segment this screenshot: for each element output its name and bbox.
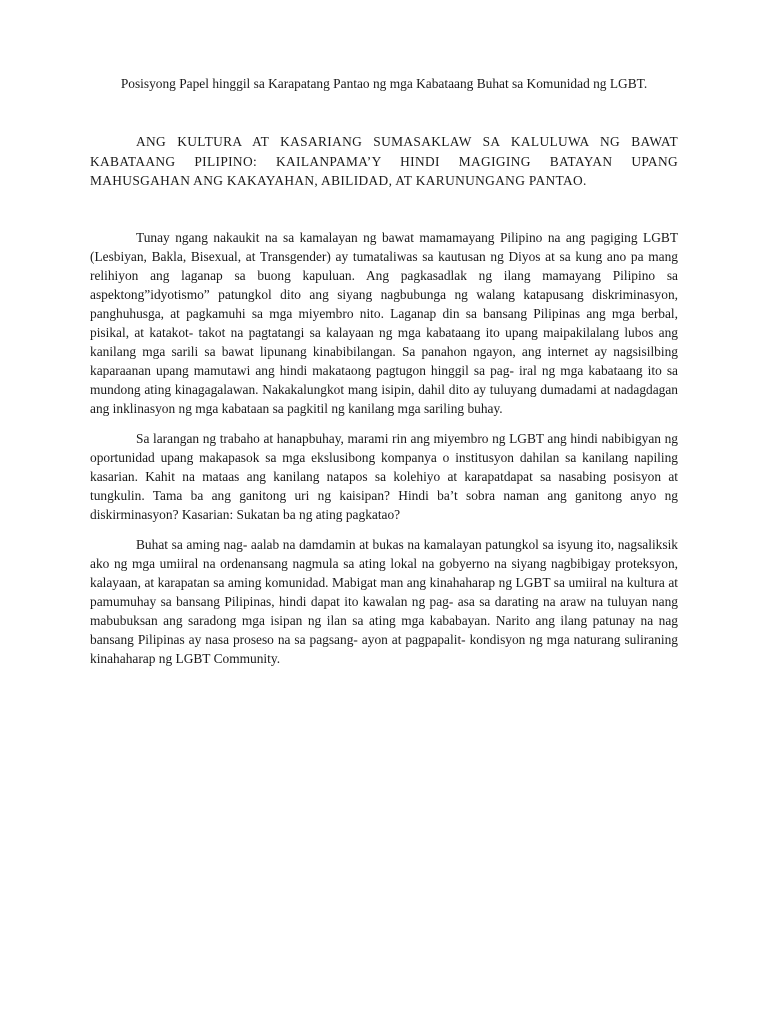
body-text bbox=[90, 228, 678, 668]
document-content bbox=[90, 74, 678, 679]
paragraph-3: Buhat sa aming nag- aalab na damdamin at bukas na kamalayan patungkol sa isyung ito, nagsaliksik ako ng mga umiiral na ordenansang nagmula sa ating lokal na gobyerno na siyang nagbibigay proteksyon, kalayaan, at karapatan sa aming komunidad. Mabigat man ang kinahaharap ng LGBT sa umiiral na kultura at pamumuhay sa bansang Pilipinas, hindi dapat ito kawalan ng pag- asa sa darating na araw na tuluyan nang mabubuksan ang saradong mga isipan ng ilan sa ating mga kababayan. Narito ang ilang patunay na nag bansang Pilipinas ay nasa proseso na sa pagsang- ayon at pagpapalit- kondisyon ng mga naturang suliraning kinahaharap ng LGBT Community. bbox=[90, 536, 678, 666]
section-heading: ANG KULTURA AT KASARIANG SUMASAKLAW SA KALULUWA NG BAWAT KABATAANG PILIPINO: KAILANPAMA’Y HINDI MAGIGING BATAYAN UPANG MAHUSGAHAN ANG KAKAYAHAN, ABILIDAD, AT KARUNUNGANG PANTAO. bbox=[90, 134, 678, 188]
paragraph-1: Tunay ngang nakaukit na sa kamalayan ng bawat mamamayang Pilipino na ang pagiging LGBT (Lesbiyan, Bakla, Bisexual, at Transgender) ay tumataliwas sa kautusan ng Diyos at sa kung ano pa mang relihiyon ang laganap sa buong kapuluan. Ang pagkasadlak ng ilang mamayang Pilipino sa aspektong”idyotismo” patungkol dito ang siyang nagbubunga ng walang katapusang diskriminasyon, panghuhusga, at pagkamuhi sa mga miyembro nito. Laganap din sa bansang Pilipinas ang mga berbal, pisikal, at katakot- takot na pagtatangi sa kalayaan ng mga kabataang ito upang maipakilalang lubos ang kanilang mga sarili sa bawat lipunang kinabibilangan. Sa panahon ngayon, ang internet ay nagsisilbing kaparaanan upang mamutawi ang hindi makataong pagtugon hinggil sa pag- iral ng mga kabataang ito sa mundong ating kinagagalawan. Nakakalungkot mang isipin, dahil dito ay tuluyang dumadami at nadagdagan ang inklinasyon ng mga kabataan sa pagkitil ng kanilang mga sariling buhay. bbox=[90, 229, 678, 416]
document-title: Posisyong Papel hinggil sa Karapatang Pantao ng mga Kabataang Buhat sa Komunidad ng LGBT. bbox=[120, 76, 648, 91]
paragraph-2: Sa larangan ng trabaho at hanapbuhay, marami rin ang miyembro ng LGBT ang hindi nabibigyan ng oportunidad upang makapasok sa mga ekslusibong kompanya o institusyon dahilan sa kanilang napiling kasarian. Kahit na mataas ang kanilang natapos sa kolehiyo at karapatdapat sa nasabing posisyon at tungkulin. Tama ba ang ganitong uri ng kaisipan? Hindi ba’t sobra naman ang ganitong anyo ng diskirminasyon? Kasarian: Sukatan ba ng ating pagkatao? bbox=[90, 430, 678, 522]
